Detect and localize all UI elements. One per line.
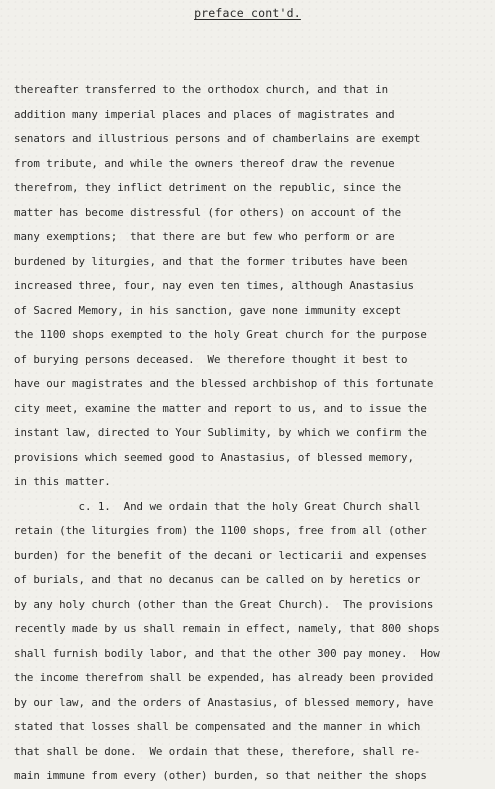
text-line: of Sacred Memory, in his sanction, gave none immunity except: [14, 303, 402, 317]
text-line: addition many imperial places and places of magistrates and: [14, 107, 395, 121]
text-line: of burials, and that no decanus can be called on by heretics or: [14, 573, 421, 586]
text-line: matter has become distressful (for others) on account of the: [14, 205, 402, 219]
text-line: shall furnish bodily labor, and that the other 300 pay money. How: [14, 646, 440, 660]
document-body: [14, 78, 492, 789]
text-line: recently made by us shall remain in effect, namely, that 800 shops: [14, 622, 440, 635]
text-line: the 1100 shops exempted to the holy Great church for the purpose: [14, 328, 427, 341]
text-line: retain (the liturgies from) the 1100 shops, free from all (other: [14, 524, 427, 537]
text-line: in this matter.: [14, 475, 111, 488]
text-line: c. 1. And we ordain that the holy Great Church shall: [14, 499, 421, 513]
text-line: city meet, examine the matter and report to us, and to issue the: [14, 401, 427, 415]
page-heading-text: preface cont'd.: [194, 6, 301, 20]
text-line: thereafter transferred to the orthodox church, and that in: [14, 83, 389, 96]
text-line: of burying persons deceased. We therefore thought it best to: [14, 352, 408, 366]
text-line: instant law, directed to Your Sublimity, by which we confirm the: [14, 426, 427, 439]
text-line: increased three, four, nay even ten times, although Anastasius: [14, 279, 414, 292]
text-line: main immune from every (other) burden, so that neither the shops: [14, 769, 427, 782]
text-line: provisions which seemed good to Anastasius, of blessed memory,: [14, 450, 414, 464]
text-line: by our law, and the orders of Anastasius, of blessed memory, have: [14, 695, 434, 709]
text-line: burdened by liturgies, and that the former tributes have been: [14, 254, 408, 268]
text-line: have our magistrates and the blessed archbishop of this fortunate: [14, 377, 434, 390]
text-line: burden) for the benefit of the decani or lecticarii and expenses: [14, 548, 427, 562]
text-line: from tribute, and while the owners thereof draw the revenue: [14, 156, 395, 170]
text-line: by any holy church (other than the Great Church). The provisions: [14, 597, 434, 611]
text-line: that shall be done. We ordain that these, therefore, shall re-: [14, 744, 421, 758]
text-line: therefrom, they inflict detriment on the republic, since the: [14, 181, 402, 194]
text-line: stated that losses shall be compensated and the manner in which: [14, 720, 421, 733]
text-line: many exemptions; that there are but few who perform or are: [14, 230, 395, 243]
page-heading: [0, 6, 495, 20]
text-line: the income therefrom shall be expended, has already been provided: [14, 671, 434, 684]
text-line: senators and illustrious persons and of chamberlains are exempt: [14, 132, 421, 145]
